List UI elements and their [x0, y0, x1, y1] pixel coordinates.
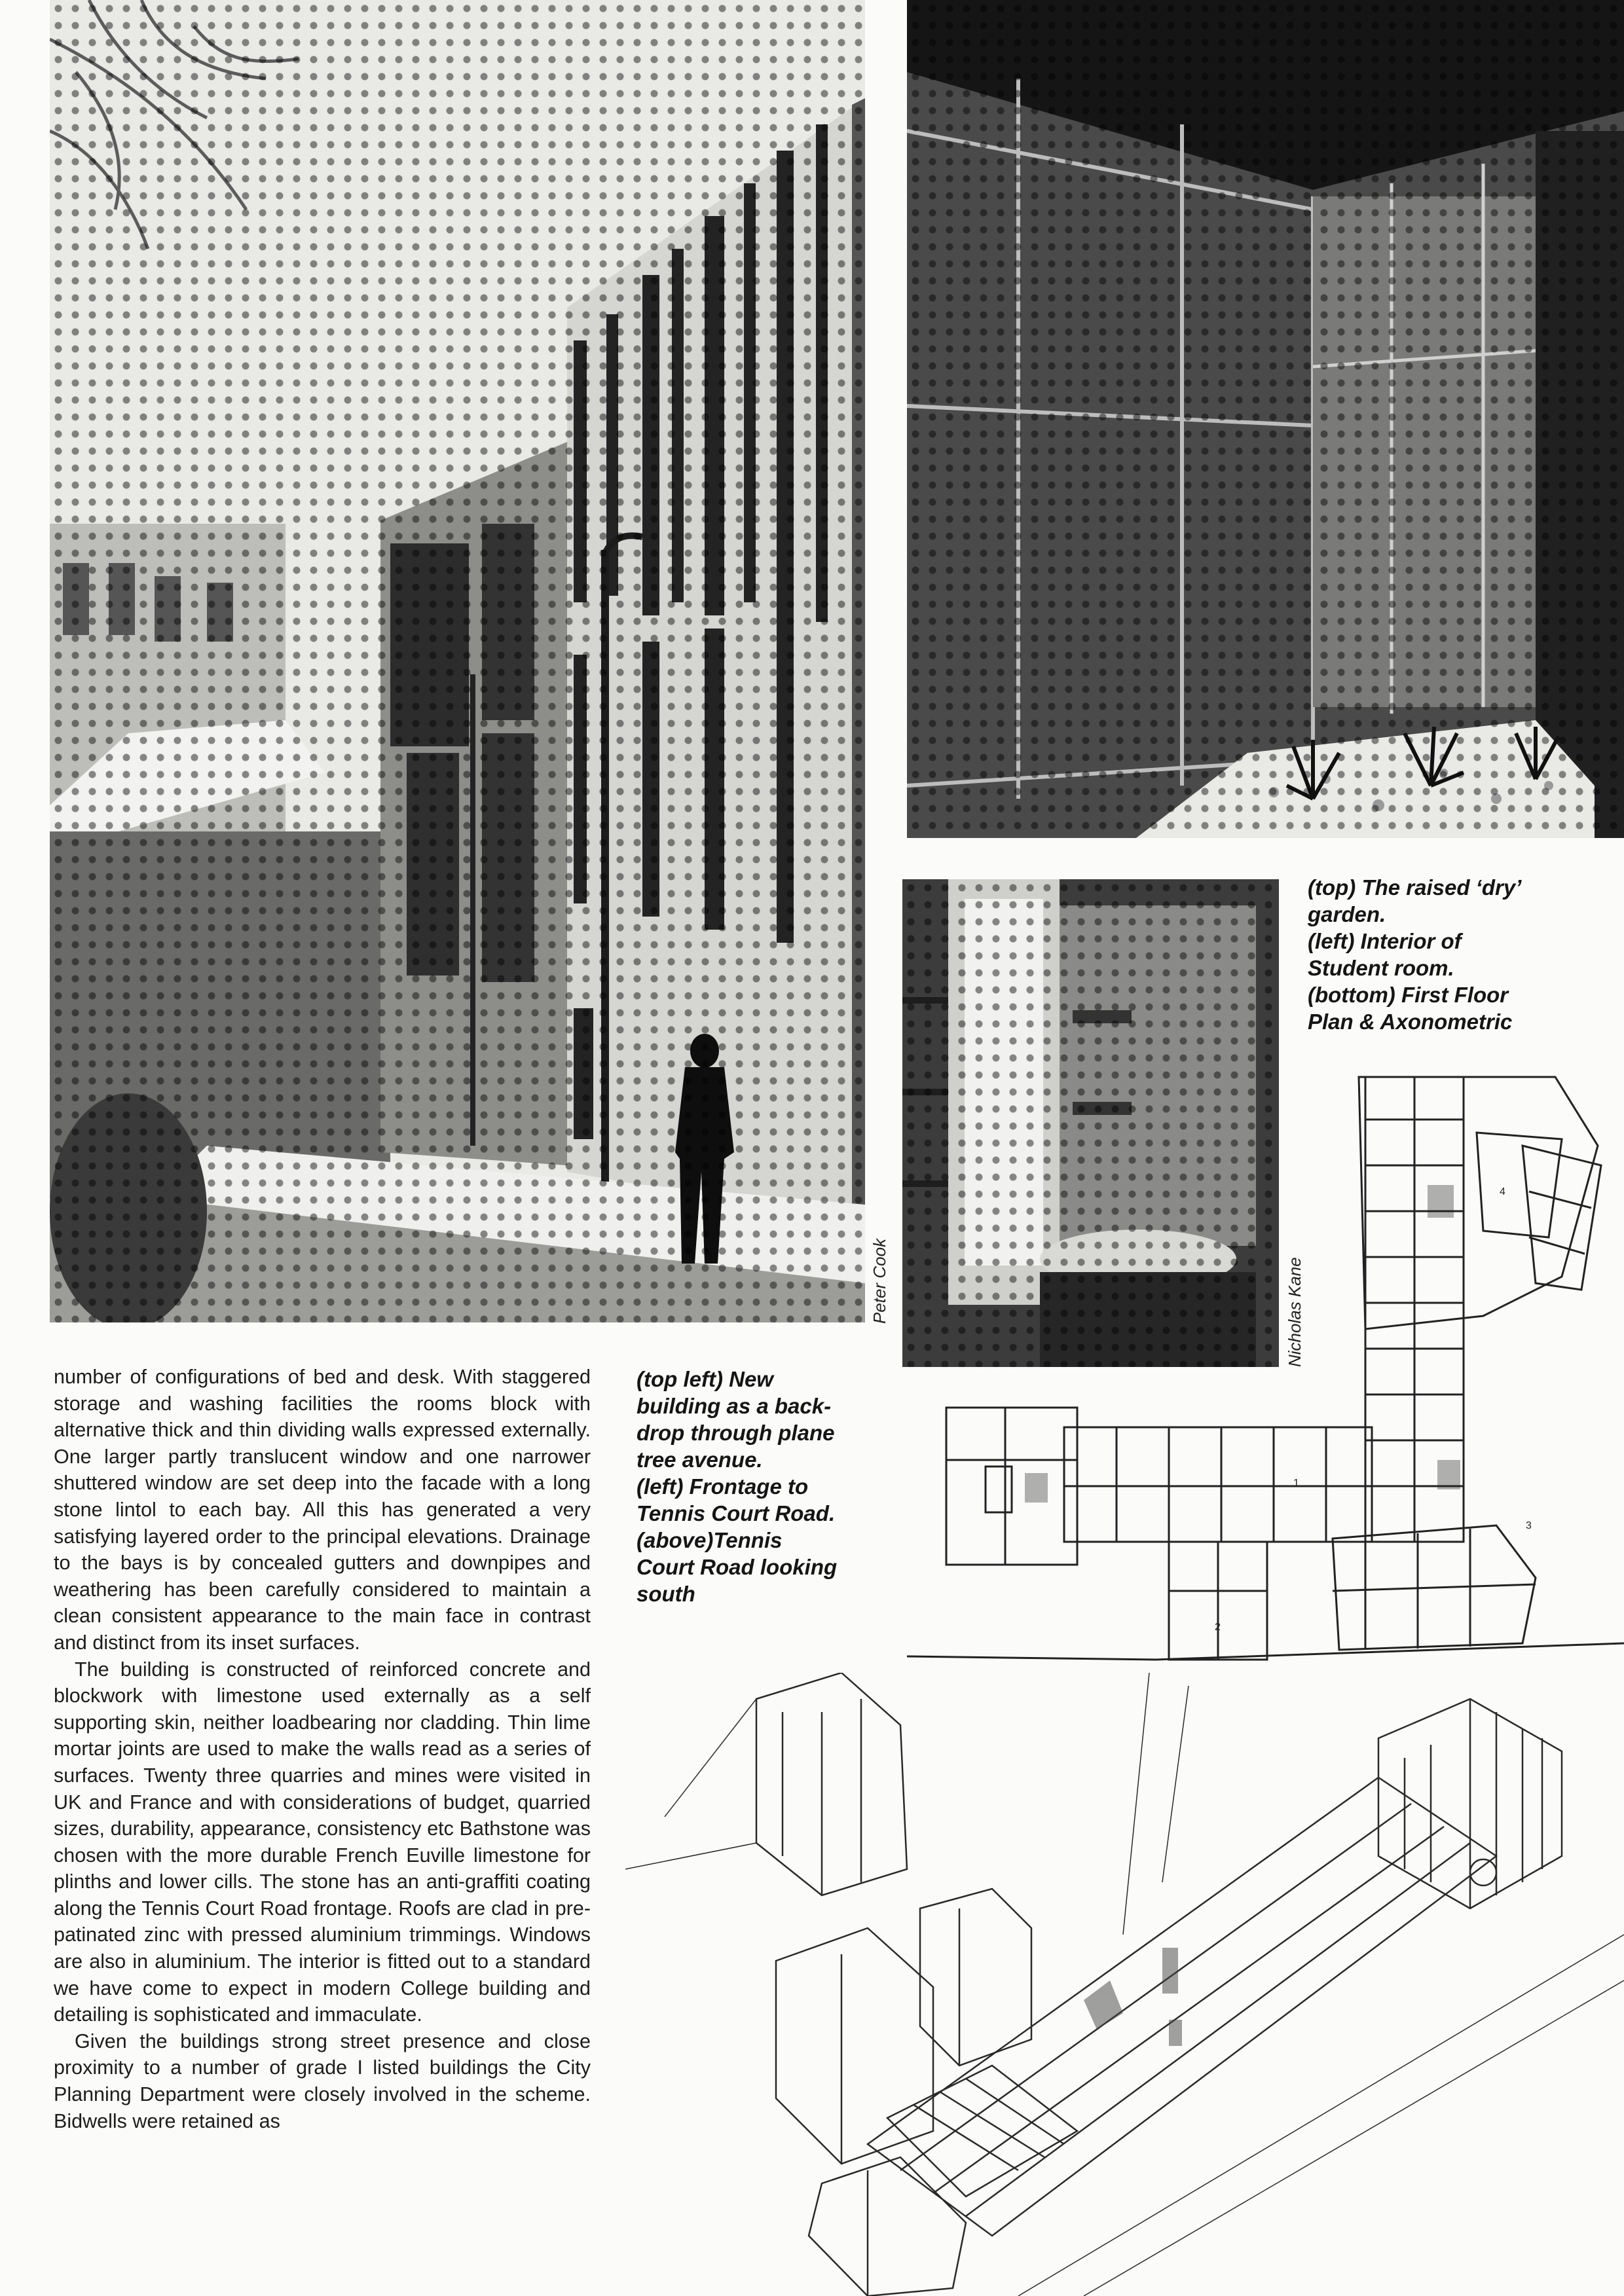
article-body	[54, 1364, 591, 2134]
caption-line: Student room.	[1308, 956, 1454, 980]
caption-line: building as a back-	[637, 1394, 832, 1418]
first-floor-plan	[907, 1067, 1624, 1669]
plan-label: 1	[1293, 1478, 1299, 1489]
caption-line: tree avenue.	[637, 1448, 763, 1472]
article-paragraph: The building is constructed of reinforced concrete and blockwork with limestone used externally as a self supporting skin, neither loadbearing nor cladding. Thin lime mortar joints are used to make the walls read as a series of surfaces. Twenty three quarries and mines were visited in UK and France and with considerations of budget, quarried sizes, durability, appearance, consistency etc Bathstone was chosen with the more durable French Euville limestone for plinths and lower cills. The stone has an anti-graffiti coating along the Tennis Court Road frontage. Roofs are clad in pre-patinated zinc with pressed aluminium trimmings. Windows are also in aluminium. The interior is fitted out to a standard we have come to expect in modern College building and detailing is sophisticated and immaculate.	[54, 1658, 591, 2026]
article-paragraph: Given the buildings strong street presence and close proximity to a number of grade I listed buildings the City Planning Department were closely involved in the scheme. Bidwells were retained as	[54, 2030, 591, 2132]
plan-label: 4	[1500, 1186, 1505, 1197]
caption-middle	[637, 1366, 898, 1607]
article-paragraph: number of configurations of bed and desk. With staggered storage and washing facilities the rooms block with alternative thick and thin dividing walls expressed externally. One larger partly translucent window and one narrower shuttered window are set deep into the facade with a long stone lintol to each bay. All this has generated a very satisfying layered order to the principal elevations. Drainage to the bays is by concealed gutters and downpipes and weathering has been carefully considered to maintain a clean consistent appearance to the main face in contrast and distinct from its inset surfaces.	[54, 1366, 591, 1654]
dry-garden-photo	[907, 0, 1624, 838]
photo-credit-peter-cook: Peter Cook	[870, 1238, 889, 1324]
caption-line: Tennis Court Road.	[637, 1501, 836, 1525]
caption-line: (left) Frontage to	[637, 1474, 809, 1499]
photo-credit-nicholas-kane: Nicholas Kane	[1285, 1257, 1304, 1367]
street-frontage-photo	[50, 0, 865, 1322]
plan-label: 2	[1215, 1622, 1221, 1633]
caption-line: drop through plane	[637, 1421, 835, 1445]
caption-line: (top left) New	[637, 1367, 773, 1391]
caption-line: south	[637, 1582, 695, 1606]
caption-line: garden.	[1308, 902, 1386, 926]
caption-right	[1308, 874, 1615, 1035]
caption-line: Court Road looking	[637, 1555, 838, 1579]
axonometric-drawing	[625, 1673, 1624, 2296]
caption-line: (above)Tennis	[637, 1528, 783, 1552]
caption-line: (top) The raised ‘dry’	[1308, 875, 1522, 900]
caption-line: Plan & Axonometric	[1308, 1010, 1513, 1034]
plan-label: 3	[1526, 1520, 1532, 1531]
caption-line: (bottom) First Floor	[1308, 983, 1509, 1007]
caption-line: (left) Interior of	[1308, 929, 1462, 953]
